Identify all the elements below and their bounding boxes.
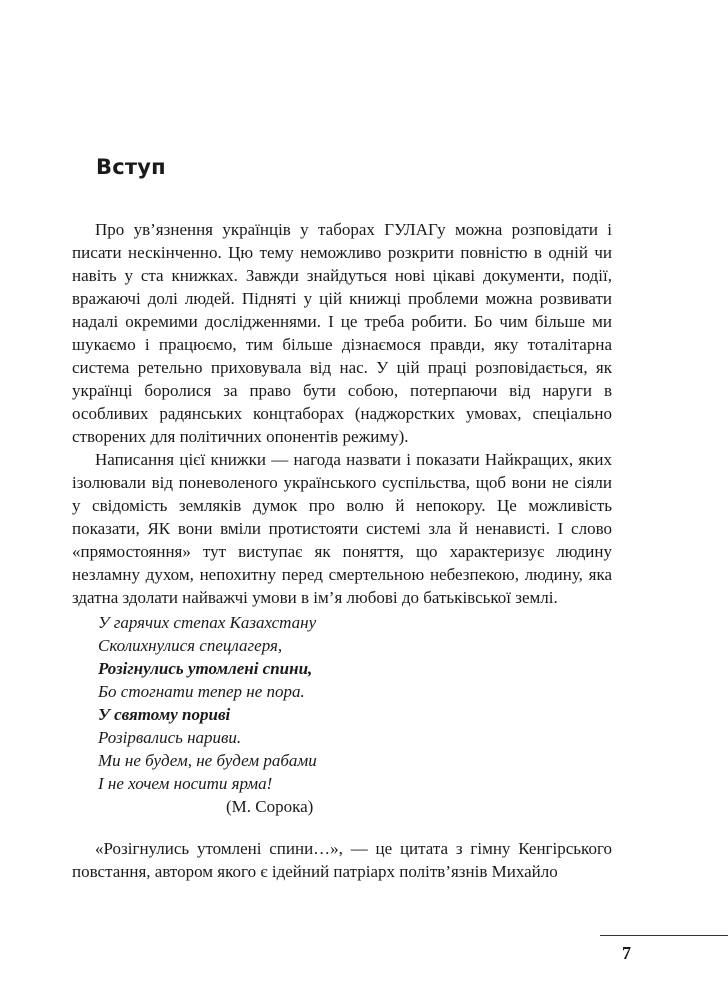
poem-line-7: Ми не будем, не будем рабами <box>98 751 317 770</box>
footer-divider <box>600 935 728 936</box>
paragraph-1: Про ув’язнення українців у таборах ГУЛАГу можна розповідати і писати нескінченно. Цю тему неможливо розкрити повністю в одній чи навіть у ста книжках. Завжди знайдуться нові цікаві документи, події, вражаючі долі людей. Підняті у цій книжці проблеми можна розвивати надалі окремими дослідженнями. І це треба робити. Бо чим більше ми шукаємо і працюємо, тим більше дізнаємося правди, яку тоталітарна система ретельно приховувала від нас. У цій праці розповідається, як українці боролися за право бути собою, потерпаючи від наруги в особливих радянських концтаборах (наджорстких умовах, спеціально створених для політичних опонентів режиму). <box>72 220 612 446</box>
poem-line-8: І не хочем носити ярма! <box>98 774 273 793</box>
paragraph-2: Написання цієї книжки — нагода назвати і показати Найкращих, яких ізолювали від поневоленого українського суспільства, щоб вони не сіяли у свідомість земляків думок про волю й непокору. Це можливість показати, ЯК вони вміли протистояти системі зла й ненависті. І слово «прямостояння» тут виступає як поняття, що характеризує людину незламну духом, непохитну перед смертельною небезпекою, людину, яка здатна здолати найважчі умови в ім’я любові до батьківської землі. <box>72 450 612 607</box>
page-number: 7 <box>622 943 631 963</box>
paragraph-3: «Розігнулись утомлені спини…», — це цитата з гімну Кенгірського повстання, автором якого є ідейний патріарх політв’язнів Михайло <box>72 839 612 881</box>
body-text <box>72 218 612 883</box>
poem-line-5: У святому пориві <box>98 705 231 724</box>
poem-line-2: Сколихнулися спецлагеря, <box>98 636 283 655</box>
poem-line-4: Бо стогнати тепер не пора. <box>98 682 305 701</box>
chapter-heading: Вступ <box>96 155 166 179</box>
poem-quote <box>98 611 612 818</box>
poem-line-1: У гарячих степах Казахстану <box>98 613 317 632</box>
poem-line-3: Розігнулись утомлені спини, <box>98 659 313 678</box>
poem-line-6: Розірвались нариви. <box>98 728 242 747</box>
poem-attribution: (М. Сорока) <box>226 797 314 816</box>
